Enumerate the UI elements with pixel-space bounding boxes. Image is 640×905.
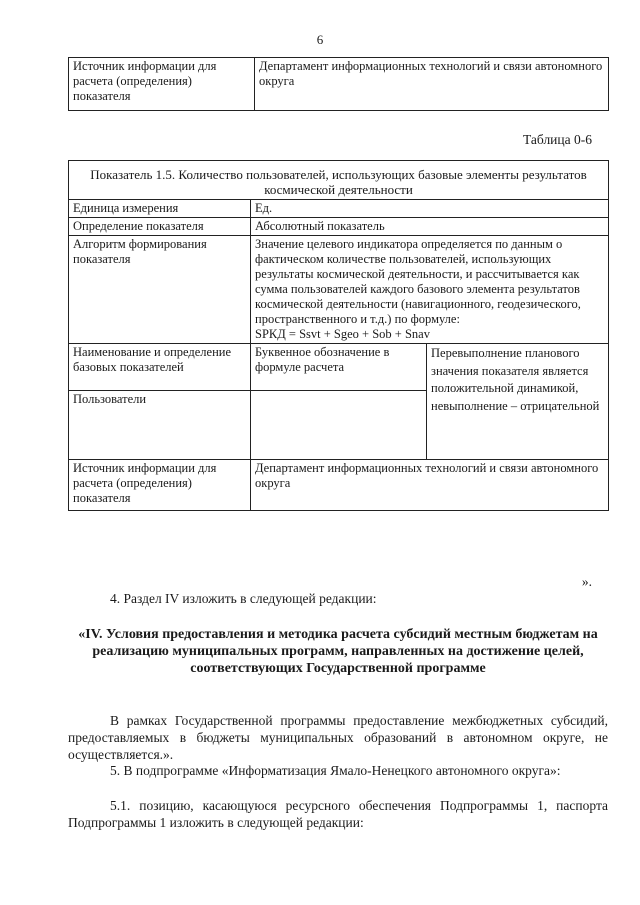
table-row [69, 200, 609, 218]
table-row [69, 460, 609, 511]
base-label: Наименование и определение базовых показателей [69, 344, 251, 391]
section-heading: «IV. Условия предоставления и методика расчета субсидий местным бюджетам на реализацию муниципальных программ, направленных на достижение целей, соответствующих Государственной программе [78, 627, 598, 676]
indicator-table [68, 160, 609, 511]
base-col3: Перевыполнение планового значения показателя является положительной динамикой, невыполнение – отрицательной [427, 344, 609, 460]
users-label: Пользователи [69, 391, 251, 460]
source-value-cell: Департамент информационных технологий и связи автономного округа [255, 58, 609, 111]
table-row [69, 344, 609, 391]
table-row [69, 236, 609, 344]
source-label-cell: Источник информации для расчета (определения) показателя [69, 58, 255, 111]
base-col2: Буквенное обозначение в формуле расчета [251, 344, 427, 391]
table-row [69, 58, 609, 111]
unit-label: Единица измерения [69, 200, 251, 218]
table-label: Таблица 0-6 [523, 132, 592, 147]
source-table-top [68, 57, 609, 111]
paragraph-2: 5. В подпрограмме «Информатизация Ямало-Ненецкого автономного округа»: [110, 763, 561, 778]
paragraph-3: 5.1. позицию, касающуюся ресурсного обеспечения Подпрограммы 1, паспорта Подпрограммы 1 изложить в следующей редакции: [68, 798, 608, 830]
closing-quote: ». [581, 574, 592, 589]
algorithm-text: Значение целевого индикатора определяется по данным о фактическом количестве пользователей, использующих результаты космической деятельности, и рассчитывается как сумма пользователей каждого базового элемента результатов космической деятельности (навигационного, геодезического, пространственного и т.д.) по формуле: [255, 237, 581, 326]
definition-label: Определение показателя [69, 218, 251, 236]
table-row [69, 161, 609, 200]
table-row [69, 218, 609, 236]
source-label: Источник информации для расчета (определения) показателя [69, 460, 251, 511]
source-value: Департамент информационных технологий и связи автономного округа [251, 460, 609, 511]
definition-value: Абсолютный показатель [251, 218, 609, 236]
users-empty-cell [251, 391, 427, 460]
algorithm-value-cell [251, 236, 609, 344]
page-number: 6 [316, 32, 324, 47]
item-4: 4. Раздел IV изложить в следующей редакции: [110, 591, 377, 606]
paragraph-1: В рамках Государственной программы предоставление межбюджетных субсидий, предоставляемых в бюджеты муниципальных образований в автономном округе, не осуществляется.». [68, 713, 608, 762]
indicator-header: Показатель 1.5. Количество пользователей, использующих базовые элементы результатов космической деятельности [69, 161, 609, 200]
unit-value: Ед. [251, 200, 609, 218]
algorithm-formula: SPКД = Ssvt + Sgeo + Sob + Snav [255, 327, 430, 341]
algorithm-label: Алгоритм формирования показателя [69, 236, 251, 344]
